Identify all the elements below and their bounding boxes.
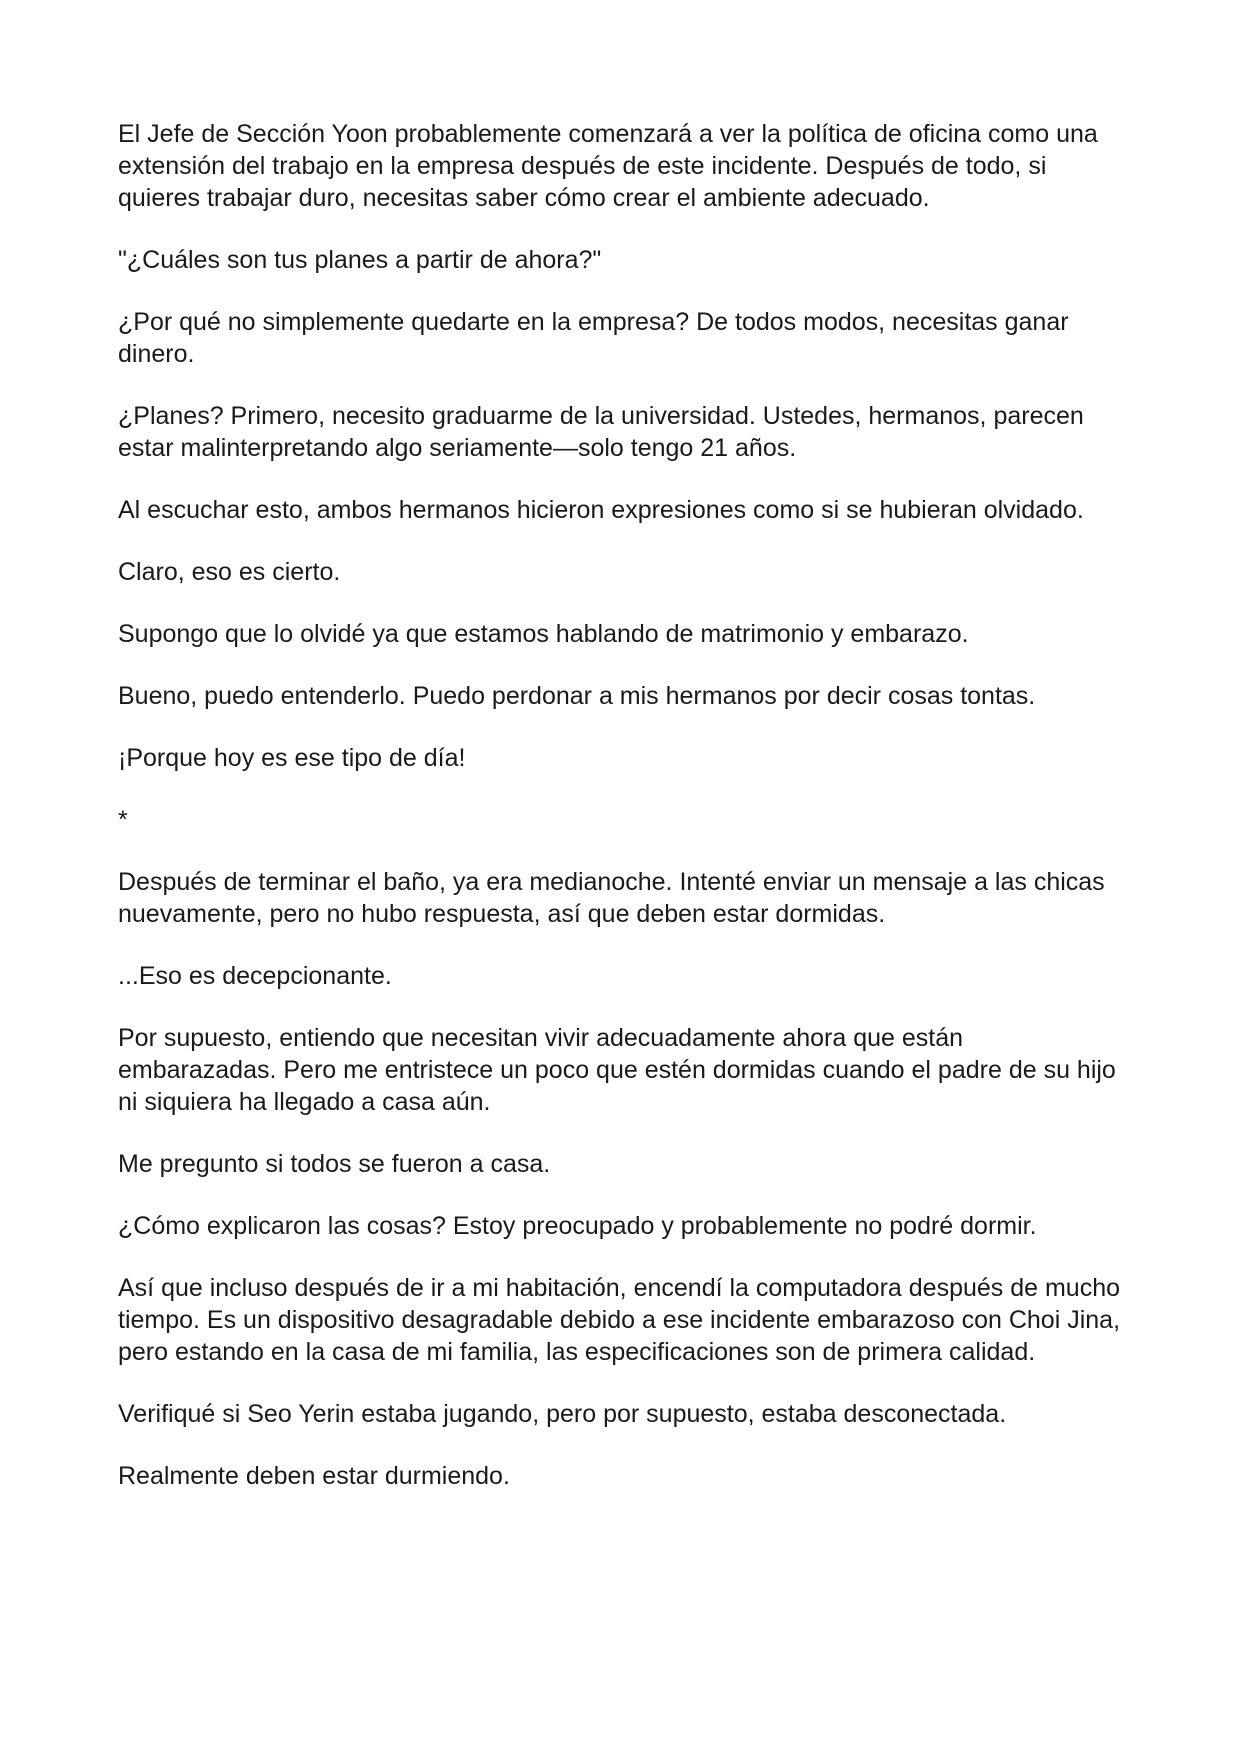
paragraph: El Jefe de Sección Yoon probablemente comenzará a ver la política de oficina como una extensión del trabajo en la empresa después de este incidente. Después de todo, si quieres trabajar duro, necesitas saber cómo crear el ambiente adecuado. xyxy=(118,120,1098,212)
paragraph: "¿Cuáles son tus planes a partir de ahora?" xyxy=(118,246,602,274)
paragraph: ...Eso es decepcionante. xyxy=(118,962,392,990)
paragraph: ¿Planes? Primero, necesito graduarme de la universidad. Ustedes, hermanos, parecen estar malinterpretando algo seriamente—solo tengo 21 años. xyxy=(118,402,1084,462)
paragraph: Después de terminar el baño, ya era medianoche. Intenté enviar un mensaje a las chicas nuevamente, pero no hubo respuesta, así que deben estar dormidas. xyxy=(118,868,1105,928)
paragraph: Por supuesto, entiendo que necesitan vivir adecuadamente ahora que están embarazadas. Pero me entristece un poco que estén dormidas cuando el padre de su hijo ni siquiera ha llegado a casa aún. xyxy=(118,1024,1116,1116)
paragraph: Claro, eso es cierto. xyxy=(118,558,341,586)
paragraph: ¡Porque hoy es ese tipo de día! xyxy=(118,744,466,772)
paragraph: Al escuchar esto, ambos hermanos hicieron expresiones como si se hubieran olvidado. xyxy=(118,496,1084,524)
paragraph: ¿Cómo explicaron las cosas? Estoy preocupado y probablemente no podré dormir. xyxy=(118,1212,1037,1240)
paragraph: Realmente deben estar durmiendo. xyxy=(118,1462,510,1490)
paragraph: Supongo que lo olvidé ya que estamos hablando de matrimonio y embarazo. xyxy=(118,620,969,648)
paragraph: ¿Por qué no simplemente quedarte en la empresa? De todos modos, necesitas ganar dinero. xyxy=(118,308,1069,368)
document-body xyxy=(118,118,1128,1522)
scene-break: * xyxy=(118,806,128,834)
paragraph: Me pregunto si todos se fueron a casa. xyxy=(118,1150,551,1178)
paragraph: Bueno, puedo entenderlo. Puedo perdonar a mis hermanos por decir cosas tontas. xyxy=(118,682,1036,710)
paragraph: Así que incluso después de ir a mi habitación, encendí la computadora después de mucho tiempo. Es un dispositivo desagradable debido a ese incidente embarazoso con Choi Jina, pero estando en la casa de mi familia, las especificaciones son de primera calidad. xyxy=(118,1274,1121,1366)
paragraph: Verifiqué si Seo Yerin estaba jugando, pero por supuesto, estaba desconectada. xyxy=(118,1400,1007,1428)
